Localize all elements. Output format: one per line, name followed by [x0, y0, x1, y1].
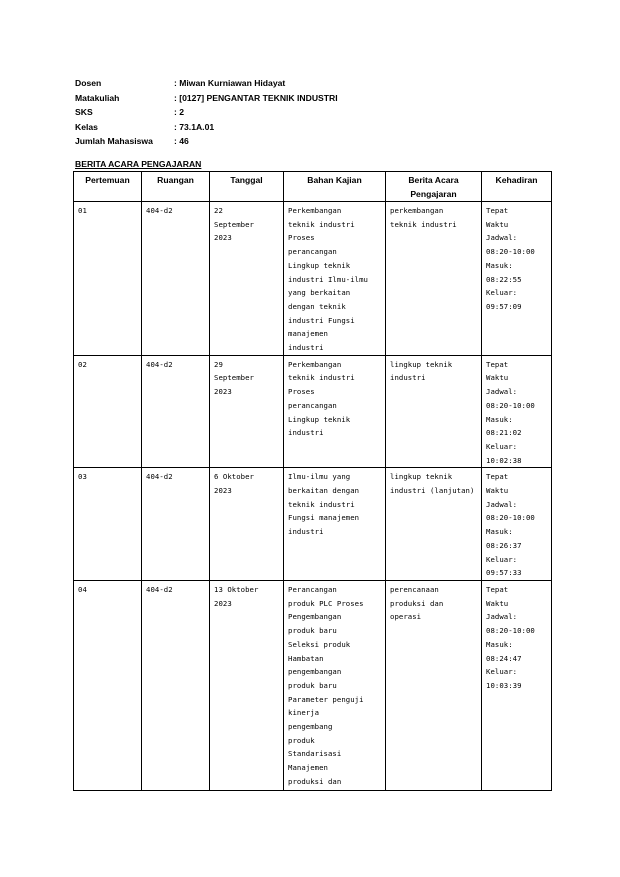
cell-kehadiran: Tepat Waktu Jadwal: 08:20-10:00 Masuk: 08:22:55 Keluar: 09:57:09 [482, 202, 552, 356]
info-row-kelas [75, 120, 555, 135]
cell-bahan-kajian: Perancangan produk PLC Proses Pengembangan produk baru Seleksi produk Hambatan pengembangan produk baru Parameter penguji kinerja pengembang produk Standarisasi Manajemen produksi dan [284, 580, 386, 790]
column-header-pertemuan: Pertemuan [74, 172, 142, 202]
cell-ruangan: 404-d2 [142, 468, 210, 581]
cell-tanggal: 29 September 2023 [210, 355, 284, 468]
table-header-row [74, 172, 552, 202]
cell-kehadiran: Tepat Waktu Jadwal: 08:20-10:00 Masuk: 08:24:47 Keluar: 10:03:39 [482, 580, 552, 790]
cell-ruangan: 404-d2 [142, 355, 210, 468]
cell-kehadiran: Tepat Waktu Jadwal: 08:20-10:00 Masuk: 08:21:02 Keluar: 10:02:38 [482, 355, 552, 468]
cell-pertemuan: 02 [74, 355, 142, 468]
table-row [74, 202, 552, 356]
info-label: Kelas [75, 121, 98, 132]
cell-ruangan: 404-d2 [142, 580, 210, 790]
info-value: : [0127] PENGANTAR TEKNIK INDUSTRI [174, 92, 338, 103]
info-label: SKS [75, 107, 93, 117]
info-row-matakuliah [75, 91, 555, 106]
cell-ruangan: 404-d2 [142, 202, 210, 356]
info-value: : 46 [174, 136, 189, 146]
cell-pertemuan: 01 [74, 202, 142, 356]
cell-tanggal: 13 Oktober 2023 [210, 580, 284, 790]
cell-berita-acara: lingkup teknik industri [386, 355, 482, 468]
info-row-jumlah-mahasiswa [75, 134, 555, 149]
cell-pertemuan: 03 [74, 468, 142, 581]
column-header-kehadiran: Kehadiran [482, 172, 552, 202]
berita-acara-table [73, 171, 552, 791]
table-row [74, 468, 552, 581]
info-label: Matakuliah [75, 92, 120, 103]
cell-pertemuan: 04 [74, 580, 142, 790]
course-info-header [75, 76, 555, 149]
info-row-sks [75, 105, 555, 120]
column-header-bahan-kajian: Bahan Kajian [284, 172, 386, 202]
cell-tanggal: 6 Oktober 2023 [210, 468, 284, 581]
info-label: Jumlah Mahasiswa [75, 136, 153, 146]
cell-berita-acara: perencanaan produksi dan operasi [386, 580, 482, 790]
table-row [74, 355, 552, 468]
column-header-ruangan: Ruangan [142, 172, 210, 202]
column-header-berita-acara: Berita Acara Pengajaran [386, 172, 482, 202]
cell-tanggal: 22 September 2023 [210, 202, 284, 356]
cell-bahan-kajian: Perkembangan teknik industri Proses perancangan Lingkup teknik industri Ilmu-ilmu yang berkaitan dengan teknik industri Fungsi manajemen industri [284, 202, 386, 356]
table-row [74, 580, 552, 790]
section-title: BERITA ACARA PENGAJARAN [75, 159, 202, 169]
info-row-dosen [75, 76, 555, 91]
info-label: Dosen [75, 78, 102, 88]
cell-kehadiran: Tepat Waktu Jadwal: 08:20-10:00 Masuk: 08:26:37 Keluar: 09:57:33 [482, 468, 552, 581]
info-value: : 2 [174, 107, 185, 117]
cell-berita-acara: perkembangan teknik industri [386, 202, 482, 356]
cell-bahan-kajian: Ilmu-ilmu yang berkaitan dengan teknik industri Fungsi manajemen industri [284, 468, 386, 581]
cell-berita-acara: lingkup teknik industri (lanjutan) [386, 468, 482, 581]
cell-bahan-kajian: Perkembangan teknik industri Proses perancangan Lingkup teknik industri [284, 355, 386, 468]
column-header-tanggal: Tanggal [210, 172, 284, 202]
info-value: : Miwan Kurniawan Hidayat [174, 78, 286, 88]
info-value: : 73.1A.01 [174, 121, 215, 132]
